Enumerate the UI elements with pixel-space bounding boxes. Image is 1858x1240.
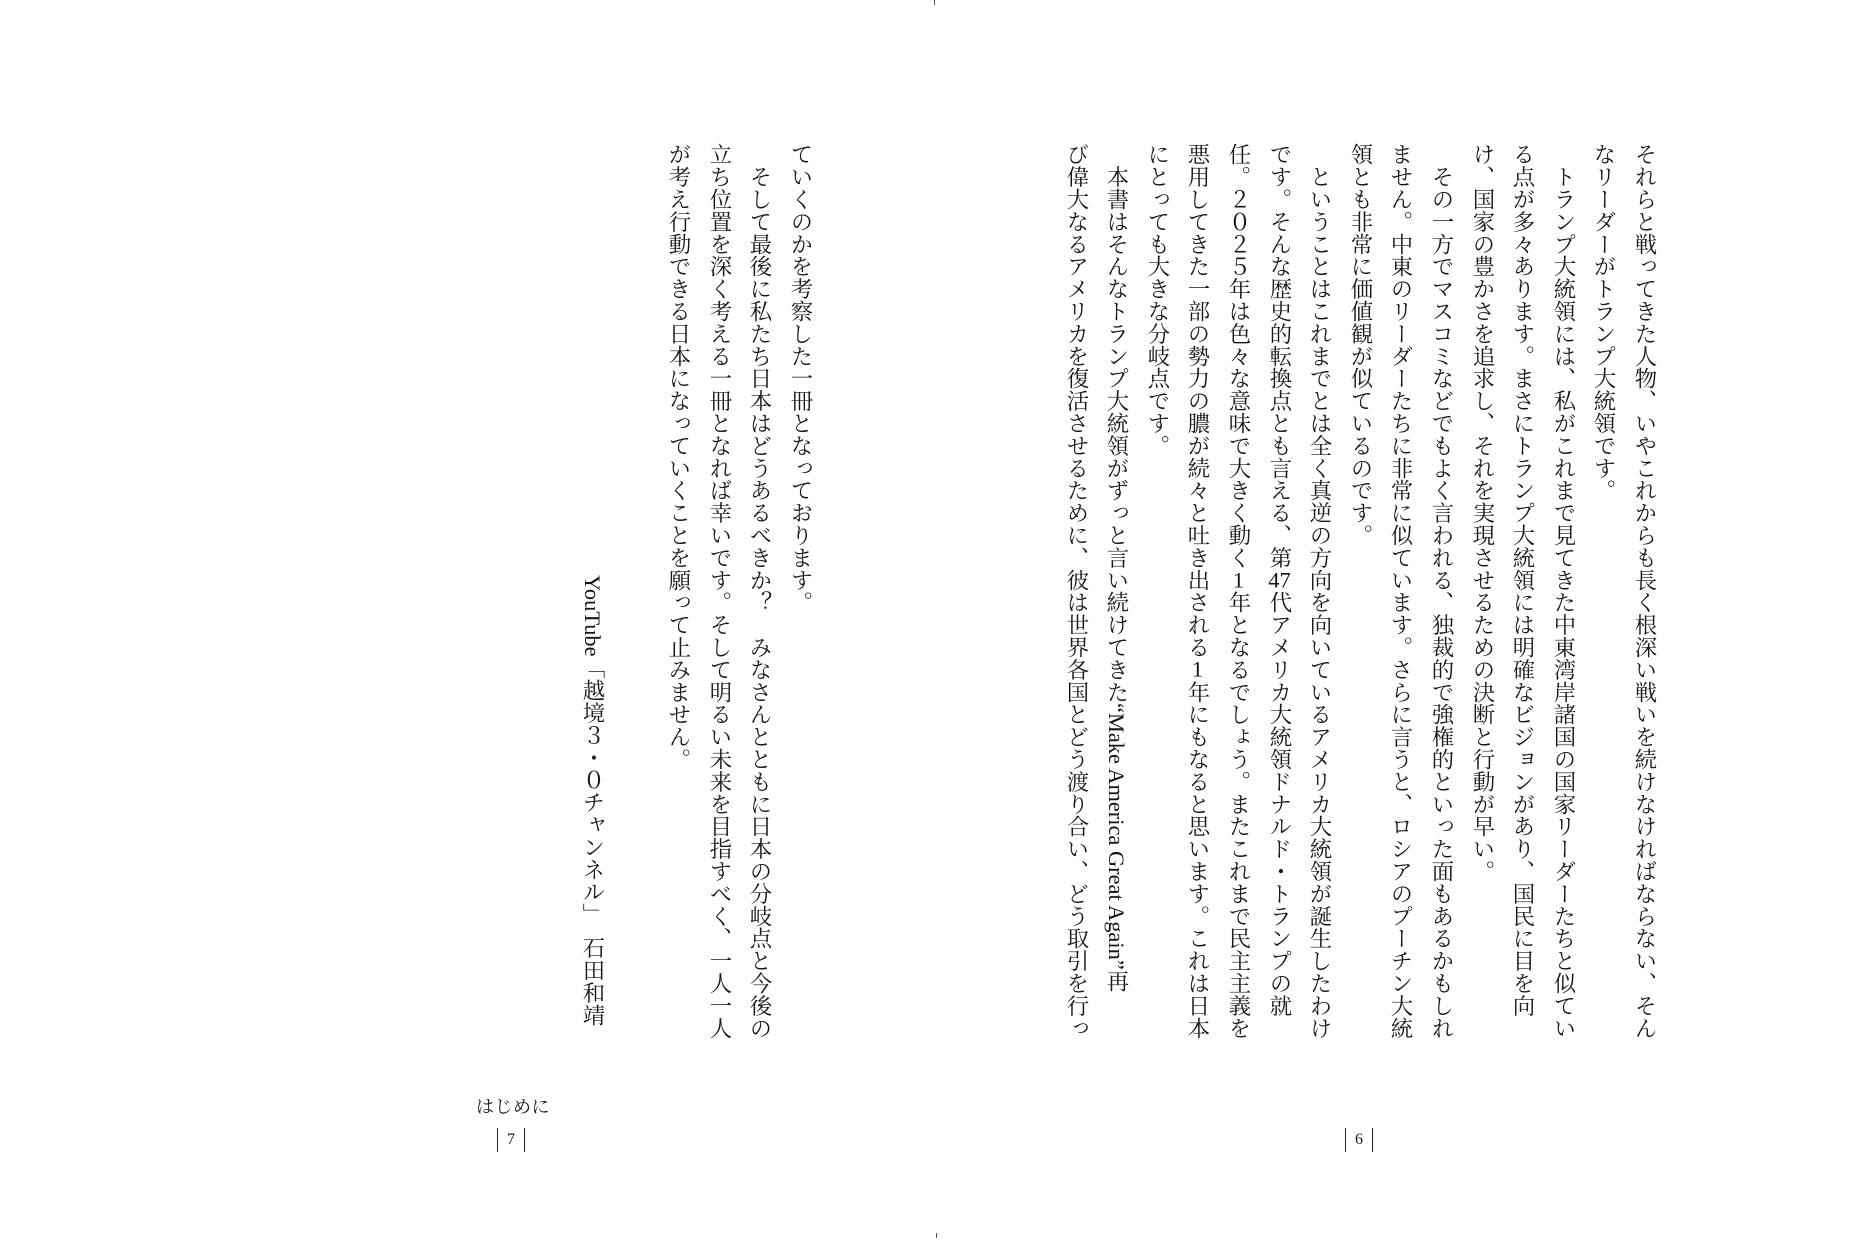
- page-number-rule: [1345, 1128, 1346, 1152]
- page-number-left: [497, 1128, 525, 1152]
- body-text-column: び偉大なるアメリカを復活させるために、彼は世界各国とどう渡り合い、どう取引を行っ: [1064, 143, 1089, 1039]
- page-right: [929, 0, 1858, 1240]
- tate-chu-yoko-number: 47: [1268, 568, 1291, 592]
- body-text-column: 悪用してきた一部の勢力の膿が続々と吐き出される1年にもなると思います。これは日本: [1185, 143, 1210, 1040]
- tate-chu-yoko-number: 1: [1232, 568, 1245, 592]
- body-text-column: なリーダーがトランプ大統領です。: [1591, 143, 1616, 502]
- body-text-column: 立ち位置を深く考える一冊となれば幸いです。そして明るい未来を目指すべく、一人一人: [707, 143, 732, 1039]
- body-text-column: それらと戦ってきた人物、いやこれからも長く根深い戦いを続けなければならない、そん: [1632, 143, 1657, 1039]
- page-number-rule: [524, 1128, 525, 1152]
- body-text-column: け、国家の豊かさを追求し、それを実現させるための決断と行動が早い。: [1470, 143, 1495, 883]
- body-text-column: 領とも非常に価値観が似ているのです。: [1348, 143, 1373, 547]
- page-number-rule: [497, 1128, 498, 1152]
- body-text-column: ません。中東のリーダーたちに非常に似ています。さらに言うと、ロシアのプーチン大統: [1388, 143, 1413, 1039]
- body-text-column: トランプ大統領には、私がこれまで見てきた中東湾岸諸国の国家リーダーたちと似てい: [1551, 143, 1576, 1039]
- page-number-value: 6: [1355, 1131, 1363, 1148]
- body-text-column: る点が多々あります。まさにトランプ大統領には明確なビジョンがあり、国民に目を向: [1510, 143, 1535, 1017]
- body-text-column: にとっても大きな分岐点です。: [1145, 143, 1170, 457]
- body-text-column: です。そんな歴史的転換点とも言える、第47代アメリカ大統領ドナルド・トランプの就: [1267, 143, 1292, 1017]
- page-number-value: 7: [507, 1131, 515, 1148]
- body-text-column: そして最後に私たち日本はどうあるべきか？ みなさんとともに日本の分岐点と今後の: [747, 143, 772, 1039]
- body-text-column: 任。２０２５年は色々な意味で大きく動く1年となるでしょう。またこれまで民主主義を: [1226, 143, 1251, 1040]
- page-number-right: [1345, 1128, 1373, 1152]
- body-text-column: ていくのかを考察した一冊となっております。: [788, 143, 813, 614]
- page-number-rule: [1372, 1128, 1373, 1152]
- running-head: はじめに: [476, 1097, 550, 1117]
- tate-chu-yoko-number: 1: [1191, 658, 1204, 681]
- author-signature: YouTube「越境３・０チャンネル」 石田和靖: [580, 574, 605, 1026]
- body-text-column: その一方でマスコミなどでもよく言われる、独裁的で強権的といった面もあるかもしれ: [1429, 143, 1454, 1039]
- body-text-column: が考え行動できる日本になっていくことを願って止みません。: [666, 143, 691, 771]
- body-text-column: 本書はそんなトランプ大統領がずっと言い続けてきた“Make America Great Again”再: [1104, 143, 1129, 993]
- body-text-column: ということはこれまでとは全く真逆の方向を向いているアメリカ大統領が誕生したわけ: [1307, 143, 1332, 1039]
